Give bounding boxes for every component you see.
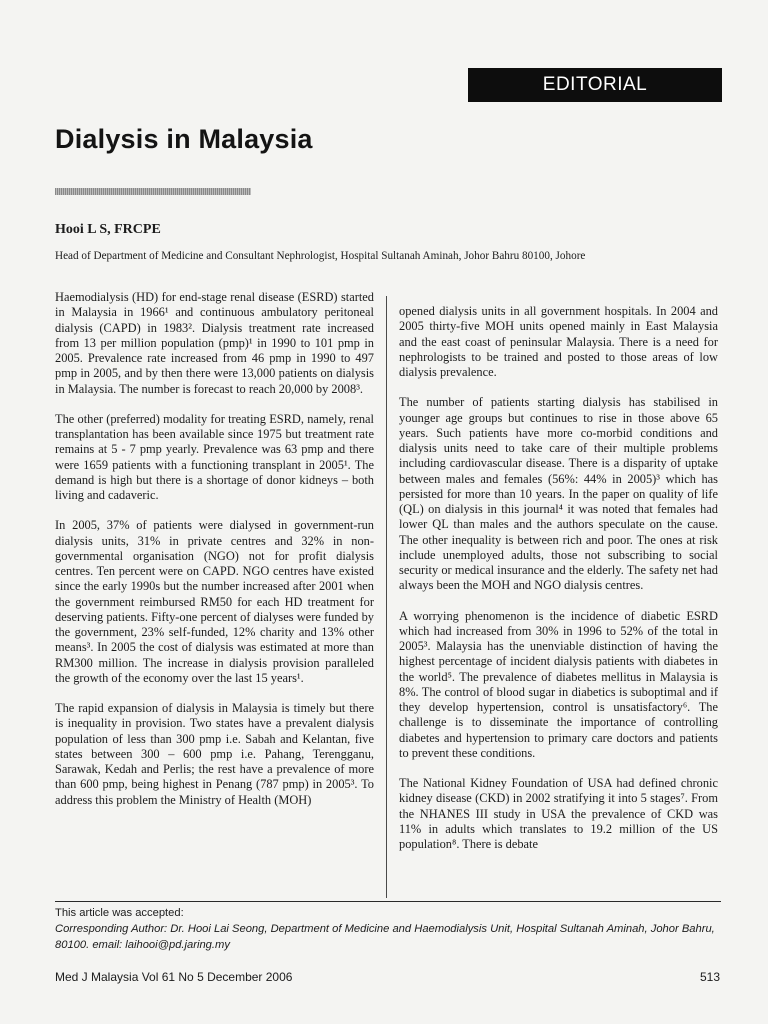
left-text-column bbox=[55, 290, 374, 823]
right-paragraph-1: opened dialysis units in all government hospitals. In 2004 and 2005 thirty-five MOH units opened mainly in East Malaysia and the east coast of peninsular Malaysia. There is a need for nephrologists to be trained and posted to those areas of low dialysis prevalence. bbox=[399, 304, 718, 379]
right-text-column bbox=[399, 304, 718, 867]
editorial-label: EDITORIAL bbox=[542, 74, 648, 95]
editorial-section-badge bbox=[468, 68, 722, 102]
article-footnote bbox=[55, 905, 725, 953]
right-paragraph-3: A worrying phenomenon is the incidence of diabetic ESRD which had increased from 30% in 1996 to 52% of the total in 2005³. Malaysia has the unenviable distinction of having the highest percentage of incident dialysis patients with diabetes in the world⁵. The prevalence of diabetes mellitus in Malaysia is 8%. The control of blood sugar in diabetics is suboptimal and if they develop hypertension, control is unsatisfactory⁶. The challenge is to disseminate the importance of controlling diabetes and hypertension to primary care doctors and patients to prevent these conditions. bbox=[399, 608, 718, 760]
acceptance-note: This article was accepted: bbox=[55, 907, 184, 919]
right-paragraph-2: The number of patients starting dialysis has stabilised in younger age groups but continues to rise in those above 65 years. Such patients have more co-morbid conditions and dialysis units need to take care of their multiple problems including cardiovascular disease. There is a disparity of uptake between males and females (56%: 44% in 2005)³ which has persisted for more than 10 years. In the paper on quality of life (QL) on dialysis in this journal⁴ it was noted that females had lower QL than males and the authors speculate on the cause. The other inequality is between rich and poor. The ones at risk include unemployed adults, those not subscribing to social security or medical insurance and the elderly. The safety net had always been the MOH and NGO dialysis centres. bbox=[399, 395, 718, 593]
article-title: Dialysis in Malaysia bbox=[55, 124, 313, 154]
right-paragraph-4: The National Kidney Foundation of USA had defined chronic kidney disease (CKD) in 2002 stratifying it into 5 stages⁷. From the NHANES III study in USA the prevalence of CKD was 11% in adults which translates to 19.2 million of the US population⁸. There is debate bbox=[399, 776, 718, 851]
journal-citation: Med J Malaysia Vol 61 No 5 December 2006 bbox=[55, 970, 293, 984]
author-name: Hooi L S, FRCPE bbox=[55, 222, 161, 237]
left-paragraph-1: Haemodialysis (HD) for end-stage renal disease (ESRD) started in Malaysia in 1966¹ and continuous ambulatory peritoneal dialysis (CAPD) in 1983². Dialysis treatment rate increased from 13 per million population (pmp)¹ in 1990 to 101 pmp in 2005. Prevalence rate increased from 46 pmp in 1990 to 497 pmp in 2005, and by then there were 13,000 patients on dialysis in Malaysia. The number is forecast to reach 20,000 by 2008³. bbox=[55, 290, 374, 396]
page-number: 513 bbox=[699, 970, 720, 984]
footnote-rule bbox=[55, 901, 721, 902]
left-paragraph-2: The other (preferred) modality for treating ESRD, namely, renal transplantation has been available since 1975 but treatment rate remains at 5 - 7 pmp yearly. Prevalence was 63 pmp and there were 1659 patients with a functioning transplant in 2005¹. The demand is high but there is a shortage of donor kidneys – both living and cadaveric. bbox=[55, 411, 374, 502]
column-divider bbox=[386, 296, 387, 898]
left-paragraph-3: In 2005, 37% of patients were dialysed in government-run dialysis units, 31% in private centres and 32% in non-governmental organisation (NGO) not for profit dialysis centres. Ten percent were on CAPD. NGO centres have existed since the early 1990s but the number increased after 2001 when the government reimbursed RM50 for each HD treatment for deserving patients. Fifty-one percent of dialyses were funded by the government, 23% self-funded, 12% charity and 13% other means³. In 2005 the cost of dialysis was estimated at more than RM300 million. The increase in dialysis provision paralleled the growth of the economy over the last 15 years¹. bbox=[55, 518, 374, 685]
title-underline-rule bbox=[55, 188, 251, 195]
author-affiliation: Head of Department of Medicine and Consultant Nephrologist, Hospital Sultanah Aminah, Johor Bahru 80100, Johore bbox=[55, 250, 586, 262]
left-paragraph-4: The rapid expansion of dialysis in Malaysia is timely but there is inequality in provision. Two states have a prevalent dialysis population of less than 300 pmp i.e. Sabah and Kelantan, five states between 300 – 600 pmp i.e. Pahang, Terengganu, Sarawak, Kedah and Perlis; the rest have a prevalence of more than 600 pmp, being highest in Penang (787 pmp) in 2005³. To address this problem the Ministry of Health (MOH) bbox=[55, 701, 374, 807]
corresponding-author-note: Corresponding Author: Dr. Hooi Lai Seong, Department of Medicine and Haemodialysis Unit, Hospital Sultanah Aminah, Johor Bahru, 80100. email: laihooi@pd.jaring.my bbox=[55, 923, 715, 951]
